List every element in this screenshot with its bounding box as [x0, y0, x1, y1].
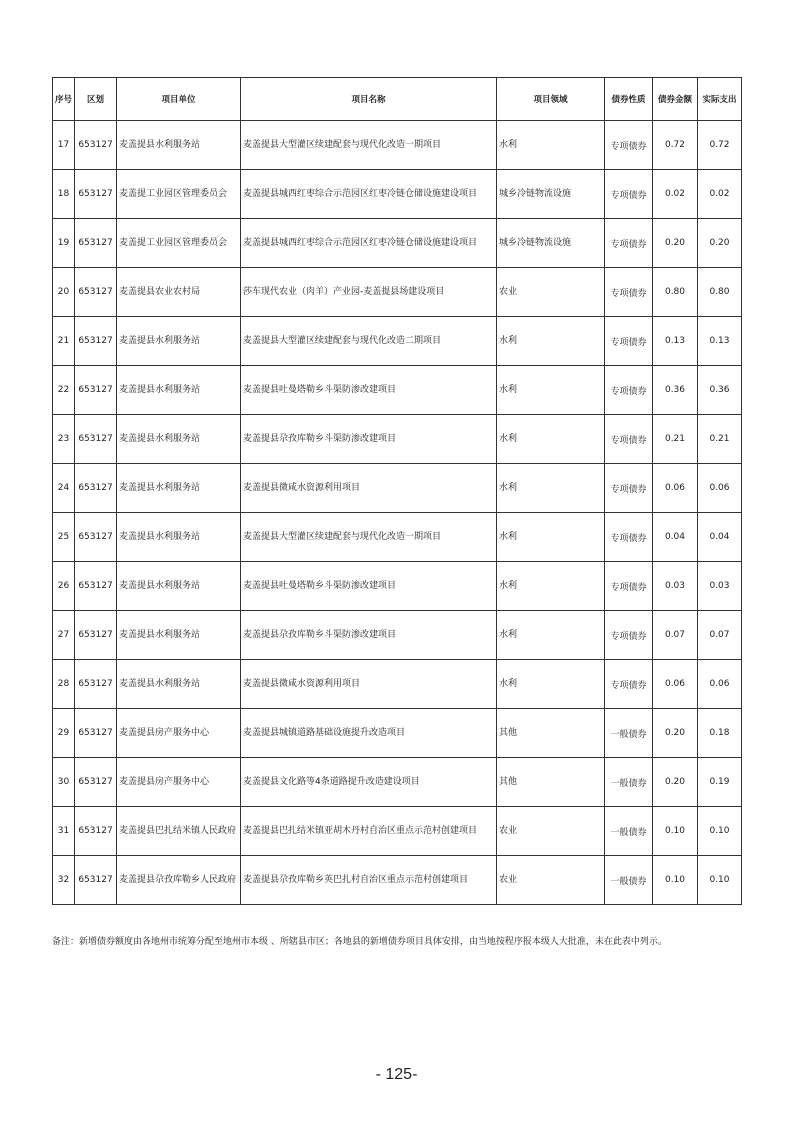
- table-row: [53, 317, 742, 366]
- table-row: [53, 660, 742, 709]
- cell-unit: 麦盖提县巴扎结米镇人民政府: [117, 807, 241, 856]
- cell-field: 水利: [497, 660, 605, 709]
- cell-paid: 0.72: [698, 121, 742, 170]
- cell-paid: 0.06: [698, 660, 742, 709]
- header-paid: 实际支出: [698, 78, 742, 121]
- cell-amount: 0.80: [653, 268, 698, 317]
- cell-unit: 麦盖提县水利服务站: [117, 317, 241, 366]
- cell-amount: 0.21: [653, 415, 698, 464]
- cell-amount: 0.20: [653, 709, 698, 758]
- cell-amount: 0.04: [653, 513, 698, 562]
- cell-paid: 0.18: [698, 709, 742, 758]
- table-row: [53, 415, 742, 464]
- cell-bond-type: 一般债券: [605, 709, 653, 758]
- cell-no: 24: [53, 464, 75, 513]
- cell-district: 653127: [75, 660, 117, 709]
- cell-no: 28: [53, 660, 75, 709]
- cell-district: 653127: [75, 611, 117, 660]
- cell-paid: 0.06: [698, 464, 742, 513]
- cell-no: 31: [53, 807, 75, 856]
- header-field: 项目领域: [497, 78, 605, 121]
- cell-amount: 0.20: [653, 219, 698, 268]
- cell-project-name: 麦盖提县吐曼塔勒乡斗渠防渗改建项目: [241, 562, 497, 611]
- cell-no: 19: [53, 219, 75, 268]
- cell-field: 水利: [497, 562, 605, 611]
- table-row: [53, 562, 742, 611]
- table-row: [53, 807, 742, 856]
- cell-district: 653127: [75, 856, 117, 905]
- cell-bond-type: 一般债券: [605, 758, 653, 807]
- cell-amount: 0.20: [653, 758, 698, 807]
- cell-field: 水利: [497, 317, 605, 366]
- header-district: 区划: [75, 78, 117, 121]
- cell-project-name: 麦盖提县大型灌区续建配套与现代化改造一期项目: [241, 121, 497, 170]
- table-row: [53, 219, 742, 268]
- cell-unit: 麦盖提县农业农村局: [117, 268, 241, 317]
- cell-paid: 0.07: [698, 611, 742, 660]
- cell-no: 29: [53, 709, 75, 758]
- table-row: [53, 268, 742, 317]
- cell-amount: 0.10: [653, 856, 698, 905]
- cell-bond-type: 专项债券: [605, 513, 653, 562]
- cell-field: 农业: [497, 807, 605, 856]
- cell-paid: 0.02: [698, 170, 742, 219]
- bond-project-table: [52, 77, 742, 905]
- cell-no: 22: [53, 366, 75, 415]
- table-row: [53, 856, 742, 905]
- cell-field: 其他: [497, 758, 605, 807]
- cell-no: 32: [53, 856, 75, 905]
- cell-district: 653127: [75, 464, 117, 513]
- cell-unit: 麦盖提县水利服务站: [117, 366, 241, 415]
- cell-field: 水利: [497, 366, 605, 415]
- cell-bond-type: 一般债券: [605, 856, 653, 905]
- cell-unit: 麦盖提县水利服务站: [117, 611, 241, 660]
- cell-no: 20: [53, 268, 75, 317]
- cell-district: 653127: [75, 317, 117, 366]
- cell-district: 653127: [75, 415, 117, 464]
- cell-paid: 0.13: [698, 317, 742, 366]
- cell-field: 水利: [497, 464, 605, 513]
- cell-amount: 0.06: [653, 464, 698, 513]
- header-no: 序号: [53, 78, 75, 121]
- cell-paid: 0.20: [698, 219, 742, 268]
- table-row: [53, 513, 742, 562]
- cell-field: 水利: [497, 611, 605, 660]
- cell-no: 26: [53, 562, 75, 611]
- cell-project-name: 麦盖提县城西红枣综合示范园区红枣冷链仓储设施建设项目: [241, 219, 497, 268]
- cell-bond-type: 专项债券: [605, 121, 653, 170]
- table-row: [53, 170, 742, 219]
- cell-district: 653127: [75, 366, 117, 415]
- cell-no: 23: [53, 415, 75, 464]
- cell-unit: 麦盖提县水利服务站: [117, 660, 241, 709]
- cell-amount: 0.02: [653, 170, 698, 219]
- header-type: 债券性质: [605, 78, 653, 121]
- cell-no: 21: [53, 317, 75, 366]
- cell-field: 农业: [497, 268, 605, 317]
- cell-district: 653127: [75, 758, 117, 807]
- header-name: 项目名称: [241, 78, 497, 121]
- cell-unit: 麦盖提工业园区管理委员会: [117, 219, 241, 268]
- cell-paid: 0.21: [698, 415, 742, 464]
- cell-bond-type: 专项债券: [605, 611, 653, 660]
- cell-amount: 0.36: [653, 366, 698, 415]
- cell-unit: 麦盖提县房产服务中心: [117, 709, 241, 758]
- cell-amount: 0.03: [653, 562, 698, 611]
- cell-amount: 0.13: [653, 317, 698, 366]
- cell-project-name: 莎车现代农业（肉羊）产业园-麦盖提县场建设项目: [241, 268, 497, 317]
- cell-project-name: 麦盖提县尕孜库勒乡斗渠防渗改建项目: [241, 415, 497, 464]
- cell-paid: 0.36: [698, 366, 742, 415]
- cell-bond-type: 专项债券: [605, 562, 653, 611]
- footnote: 备注：新增债券额度由各地州市统筹分配至地州市本级 、所辖县市区；各地县的新增债券项目具体安排，由当地按程序报本级人大批准，未在此表中列示。: [52, 937, 667, 947]
- cell-unit: 麦盖提县水利服务站: [117, 513, 241, 562]
- cell-paid: 0.19: [698, 758, 742, 807]
- header-amount: 债券金额: [653, 78, 698, 121]
- cell-project-name: 麦盖提县文化路等4条道路提升改造建设项目: [241, 758, 497, 807]
- cell-bond-type: 专项债券: [605, 317, 653, 366]
- cell-project-name: 麦盖提县巴扎结米镇亚胡木丹村自治区重点示范村创建项目: [241, 807, 497, 856]
- cell-unit: 麦盖提县尕孜库勒乡人民政府: [117, 856, 241, 905]
- cell-paid: 0.80: [698, 268, 742, 317]
- cell-no: 30: [53, 758, 75, 807]
- cell-unit: 麦盖提工业园区管理委员会: [117, 170, 241, 219]
- cell-district: 653127: [75, 121, 117, 170]
- cell-bond-type: 专项债券: [605, 415, 653, 464]
- cell-district: 653127: [75, 513, 117, 562]
- cell-unit: 麦盖提县水利服务站: [117, 464, 241, 513]
- cell-bond-type: 专项债券: [605, 366, 653, 415]
- cell-bond-type: 专项债券: [605, 219, 653, 268]
- cell-bond-type: 一般债券: [605, 807, 653, 856]
- cell-district: 653127: [75, 709, 117, 758]
- cell-amount: 0.72: [653, 121, 698, 170]
- cell-amount: 0.07: [653, 611, 698, 660]
- cell-district: 653127: [75, 268, 117, 317]
- cell-project-name: 麦盖提县微咸水资源利用项目: [241, 464, 497, 513]
- cell-paid: 0.10: [698, 807, 742, 856]
- cell-amount: 0.06: [653, 660, 698, 709]
- cell-project-name: 麦盖提县尕孜库勒乡斗渠防渗改建项目: [241, 611, 497, 660]
- cell-bond-type: 专项债券: [605, 268, 653, 317]
- cell-field: 水利: [497, 513, 605, 562]
- cell-unit: 麦盖提县水利服务站: [117, 121, 241, 170]
- header-unit: 项目单位: [117, 78, 241, 121]
- cell-project-name: 麦盖提县微咸水资源利用项目: [241, 660, 497, 709]
- cell-field: 农业: [497, 856, 605, 905]
- table-row: [53, 366, 742, 415]
- cell-field: 城乡冷链物流设施: [497, 219, 605, 268]
- cell-project-name: 麦盖提县大型灌区续建配套与现代化改造一期项目: [241, 513, 497, 562]
- cell-no: 27: [53, 611, 75, 660]
- cell-paid: 0.03: [698, 562, 742, 611]
- cell-no: 25: [53, 513, 75, 562]
- cell-district: 653127: [75, 219, 117, 268]
- cell-district: 653127: [75, 170, 117, 219]
- cell-bond-type: 专项债券: [605, 170, 653, 219]
- table-body: [53, 121, 742, 905]
- cell-project-name: 麦盖提县吐曼塔勒乡斗渠防渗改建项目: [241, 366, 497, 415]
- table-row: [53, 611, 742, 660]
- cell-unit: 麦盖提县水利服务站: [117, 415, 241, 464]
- cell-project-name: 麦盖提县尕孜库勒乡英巴扎村自治区重点示范村创建项目: [241, 856, 497, 905]
- cell-project-name: 麦盖提县城镇道路基础设施提升改造项目: [241, 709, 497, 758]
- table-row: [53, 464, 742, 513]
- table-row: [53, 709, 742, 758]
- cell-amount: 0.10: [653, 807, 698, 856]
- cell-district: 653127: [75, 562, 117, 611]
- cell-unit: 麦盖提县房产服务中心: [117, 758, 241, 807]
- table-row: [53, 121, 742, 170]
- table-row: [53, 758, 742, 807]
- cell-unit: 麦盖提县水利服务站: [117, 562, 241, 611]
- cell-bond-type: 专项债券: [605, 464, 653, 513]
- cell-project-name: 麦盖提县大型灌区续建配套与现代化改造二期项目: [241, 317, 497, 366]
- cell-field: 水利: [497, 415, 605, 464]
- cell-field: 其他: [497, 709, 605, 758]
- cell-field: 水利: [497, 121, 605, 170]
- cell-no: 18: [53, 170, 75, 219]
- cell-district: 653127: [75, 807, 117, 856]
- page-number: - 125-: [375, 1066, 418, 1083]
- cell-bond-type: 专项债券: [605, 660, 653, 709]
- cell-project-name: 麦盖提县城西红枣综合示范园区红枣冷链仓储设施建设项目: [241, 170, 497, 219]
- table-header-row: [53, 78, 742, 121]
- cell-no: 17: [53, 121, 75, 170]
- cell-paid: 0.04: [698, 513, 742, 562]
- cell-field: 城乡冷链物流设施: [497, 170, 605, 219]
- cell-paid: 0.10: [698, 856, 742, 905]
